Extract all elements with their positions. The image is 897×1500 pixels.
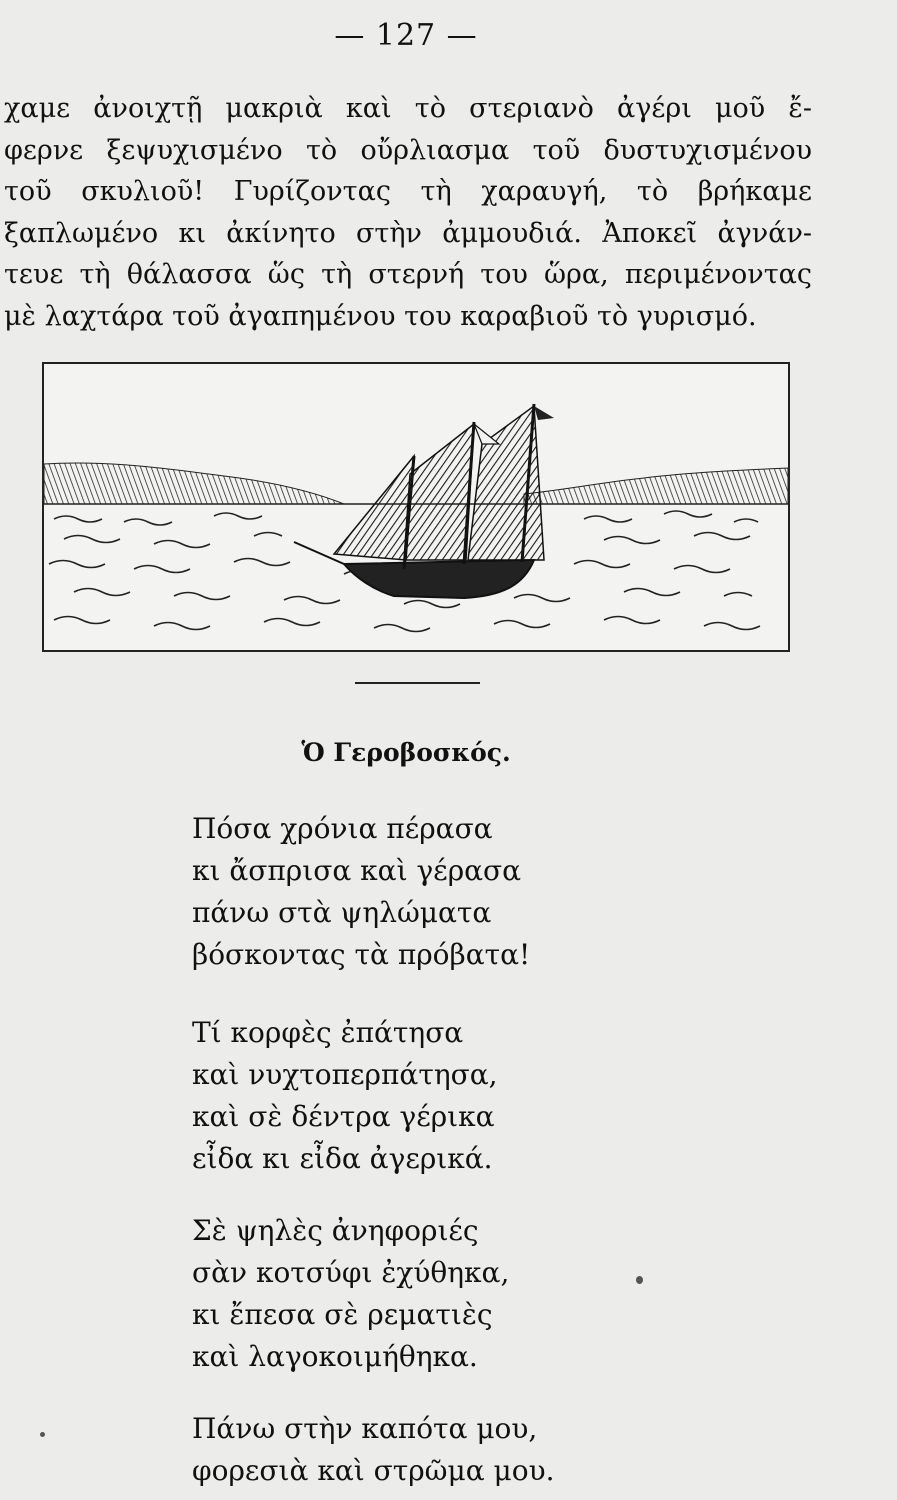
prose-line: ξαπλωμένο κι ἀκίνητο στὴν ἀμμουδιά. Ἀποκεῖ ἀγνάν-: [4, 217, 812, 249]
poem-line: Πάνω στὴν καπότα μου,: [192, 1412, 538, 1445]
prose-paragraph: [4, 88, 812, 337]
poem-line: καὶ σὲ δέντρα γέρικα: [192, 1100, 495, 1133]
poem-line: κι ἔπεσα σὲ ρεματιὲς: [192, 1298, 493, 1331]
poem-line: Σὲ ψηλὲς ἀνηφοριές: [192, 1214, 479, 1247]
poem-line: σὰν κοτσύφι ἐχύθηκα,: [192, 1256, 510, 1289]
poem-stanza: [192, 1012, 498, 1180]
poem-line: φορεσιὰ καὶ στρῶμα μου.: [192, 1454, 555, 1487]
poem-stanza: [192, 808, 530, 976]
prose-line: τοῦ σκυλιοῦ! Γυρίζοντας τὴ χαραυγή, τὸ βρήκαμε: [4, 176, 812, 207]
poem-line: κι ἄσπρισα καὶ γέρασα: [192, 854, 522, 887]
poem-line: Πόσα χρόνια πέρασα: [192, 812, 493, 845]
poem-line: καὶ λαγοκοιμήθηκα.: [192, 1340, 478, 1373]
poem-line: καὶ νυχτοπερπάτησα,: [192, 1058, 498, 1091]
poem-line: εἶδα κι εἶδα ἀγερικά.: [192, 1142, 493, 1175]
ink-spot: [636, 1276, 643, 1284]
ink-spot: [40, 1432, 45, 1437]
sailing-ship-engraving-icon: [44, 364, 788, 650]
page-number: — 127 —: [334, 18, 478, 53]
prose-line: φερνε ξεψυχισμένο τὸ οὔρλιασμα τοῦ δυστυχισμένου: [4, 134, 812, 166]
poem-title: Ὁ Γεροβοσκός.: [301, 738, 511, 767]
ship-illustration: [42, 362, 790, 652]
poem-line: πάνω στὰ ψηλώματα: [192, 896, 492, 929]
poem-line: Τί κορφὲς ἐπάτησα: [192, 1016, 464, 1049]
section-divider: [355, 682, 480, 684]
poem-stanza: [192, 1210, 509, 1378]
poem-line: βόσκοντας τὰ πρόβατα!: [192, 938, 531, 971]
poem-stanza: [192, 1408, 555, 1492]
prose-line: τευε τὴ θάλασσα ὥς τὴ στερνή του ὥρα, περιμένοντας: [4, 259, 812, 290]
prose-line: μὲ λαχτάρα τοῦ ἀγαπημένου του καραβιοῦ τὸ γυρισμό.: [4, 300, 757, 332]
prose-line: χαμε ἀνοιχτῇ μακριὰ καὶ τὸ στεριανὸ ἀγέρι μοῦ ἔ-: [4, 93, 812, 124]
